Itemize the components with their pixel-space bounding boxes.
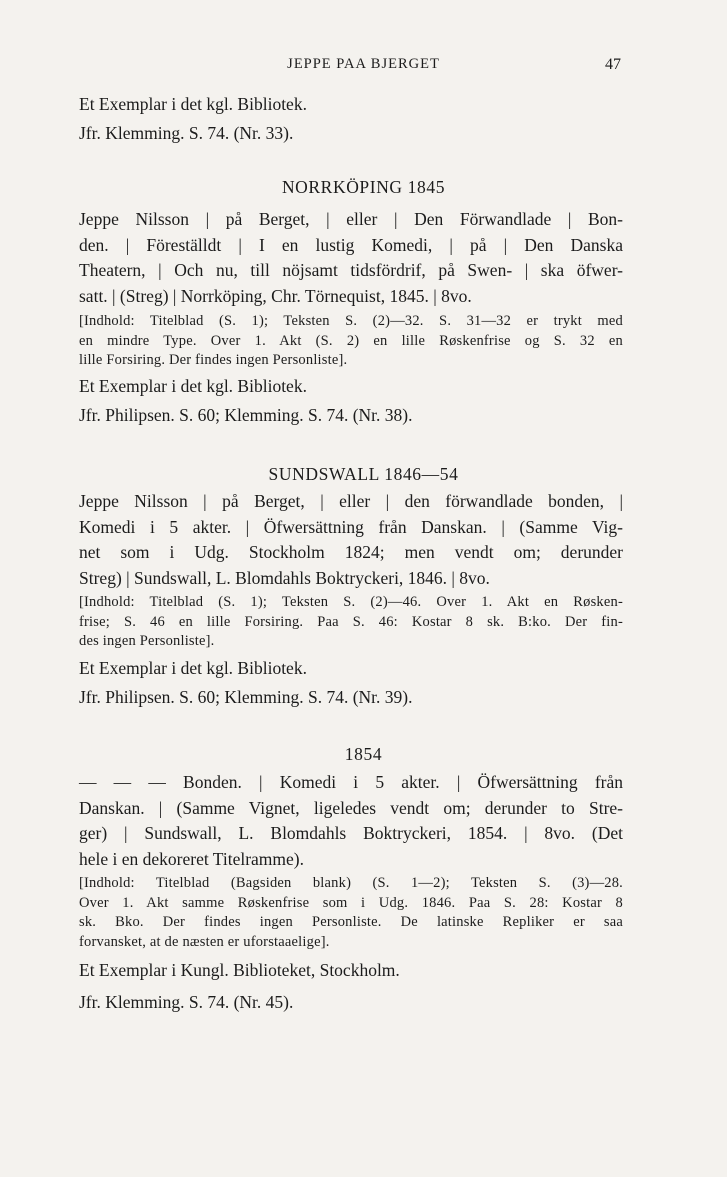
entry-line: Danskan. | (Samme Vignet, ligeledes vendt om; derunder to Stre- (79, 797, 623, 818)
note-line: lille Forsiring. Der findes ingen Personliste]. (79, 352, 348, 368)
entry-line: den. | Föreställdt | I en lustig Komedi, | på | Den Danska (79, 234, 623, 255)
section-heading-sundswall: SUNDSWALL 1846—54 (268, 464, 459, 484)
page-number: 47 (605, 56, 621, 73)
note-line: forvansket, at de næsten er uforstaaelige]. (79, 933, 330, 950)
note-line: sk. Bko. Der findes ingen Personliste. De latinske Repliker er saa (79, 914, 623, 930)
entry-line: — — — Bonden. | Komedi i 5 akter. | Öfwersättning från (79, 772, 623, 792)
reference-line: Jfr. Philipsen. S. 60; Klemming. S. 74. (Nr. 39). (79, 686, 413, 707)
holding-line: Et Exemplar i det kgl. Bibliotek. (79, 376, 307, 396)
section-heading-norrkoping: NORRKÖPING 1845 (281, 177, 446, 197)
reference-line: Jfr. Klemming. S. 74. (Nr. 33). (79, 122, 294, 143)
note-1854 (79, 874, 623, 952)
note-line: frise; S. 46 en lille Forsiring. Paa S. 46: Kostar 8 sk. B:ko. Der fin- (79, 613, 623, 630)
entry-line: hele i en dekoreret Titelramme). (79, 848, 304, 869)
reference-line: Jfr. Klemming. S. 74. (Nr. 45). (79, 991, 294, 1012)
entry-1854 (79, 770, 623, 872)
holding-line: Et Exemplar i det kgl. Bibliotek. (79, 94, 307, 114)
note-line: [Indhold: Titelblad (S. 1); Teksten S. (2)—46. Over 1. Akt en Røsken- (79, 594, 623, 610)
note-line: en mindre Type. Over 1. Akt (S. 2) en lille Røskenfrise og S. 32 en (79, 332, 623, 349)
entry-line: Theatern, | Och nu, till nöjsamt tidsfördrif, på Swen- | ska öfwer- (79, 260, 623, 280)
previous-entry-tail (79, 92, 623, 146)
entry-line: satt. | (Streg) | Norrköping, Chr. Törnequist, 1845. | 8vo. (79, 285, 472, 306)
holding-1854 (79, 958, 623, 1015)
entry-line: Komedi i 5 akter. | Öfwersättning från Danskan. | (Samme Vig- (79, 516, 623, 537)
entry-norrkoping (79, 207, 623, 309)
holding-line: Et Exemplar i Kungl. Biblioteket, Stockholm. (79, 960, 400, 980)
entry-line: Jeppe Nilsson | på Berget, | eller | den förwandlade bonden, | (79, 491, 623, 511)
running-head-title: JEPPE PAA BJERGET (287, 56, 440, 72)
note-line: Over 1. Akt samme Røskenfrise som i Udg. 1846. Paa S. 28: Kostar 8 (79, 894, 623, 911)
entry-line: net som i Udg. Stockholm 1824; men vendt om; derunder (79, 542, 623, 562)
entry-line: ger) | Sundswall, L. Blomdahls Boktryckeri, 1854. | 8vo. (Det (79, 823, 623, 843)
holding-norrkoping (79, 374, 623, 428)
note-line: des ingen Personliste]. (79, 633, 215, 649)
entry-line: Jeppe Nilsson | på Berget, | eller | Den Förwandlade | Bon- (79, 209, 623, 229)
note-line: [Indhold: Titelblad (Bagsiden blank) (S. 1—2); Teksten S. (3)—28. (79, 875, 623, 891)
note-norrkoping (79, 312, 623, 371)
note-sundswall (79, 593, 623, 652)
section-heading-1854: 1854 (344, 744, 383, 764)
note-line: [Indhold: Titelblad (S. 1); Teksten S. (2)—32. S. 31—32 er trykt med (79, 313, 623, 329)
entry-sundswall (79, 489, 623, 591)
holding-sundswall (79, 656, 623, 710)
holding-line: Et Exemplar i det kgl. Bibliotek. (79, 658, 307, 678)
reference-line: Jfr. Philipsen. S. 60; Klemming. S. 74. (Nr. 38). (79, 404, 413, 425)
entry-line: Streg) | Sundswall, L. Blomdahls Boktryckeri, 1846. | 8vo. (79, 567, 490, 588)
running-head (0, 56, 727, 78)
